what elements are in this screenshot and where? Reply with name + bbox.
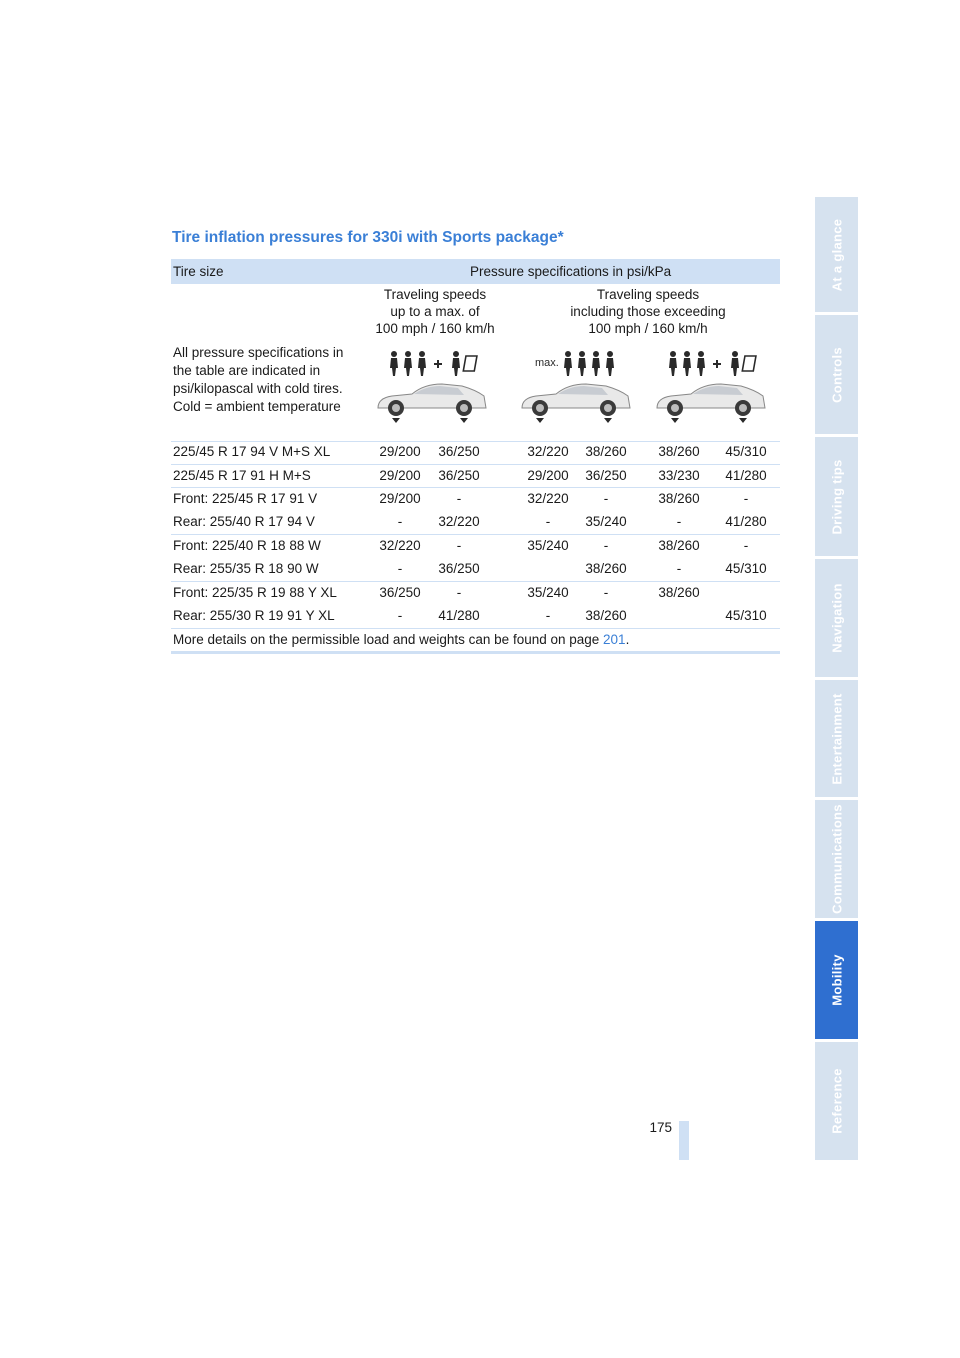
table-row: Rear: 255/40 R 17 94 V - 32/220 - 35/240 - 41/280: [173, 514, 767, 529]
car-load-full-luggage-icon: [372, 350, 492, 424]
table-bottom-rule: [171, 651, 780, 654]
table-header: [171, 259, 780, 284]
page-number: 175: [649, 1120, 672, 1135]
header-tire-size: Tire size: [173, 264, 224, 279]
page-number-bar: [679, 1121, 689, 1160]
table-row: 225/45 R 17 94 V M+S XL 29/200 36/250 32/220 38/260 38/260 45/310: [173, 444, 767, 459]
table-row: 225/45 R 17 91 H M+S 29/200 36/250 29/200 36/250 33/230 41/280: [173, 468, 767, 483]
tab-controls[interactable]: Controls: [815, 315, 858, 437]
tab-communications[interactable]: Communications: [815, 800, 858, 921]
speed-exceeding-100: Traveling speeds including those exceeding 100 mph / 160 km/h: [570, 287, 726, 336]
page-reference-link[interactable]: 201: [603, 632, 626, 647]
section-title: Tire inflation pressures for 330i with Sports package*: [172, 229, 564, 246]
tab-at-a-glance[interactable]: At a glance: [815, 197, 858, 315]
table-row: Rear: 255/30 R 19 91 Y XL - 41/280 - 38/260 45/310: [173, 608, 767, 623]
table-footnote: More details on the permissible load and weights can be found on page 201.: [173, 632, 630, 647]
table-divider: [171, 628, 780, 629]
tab-navigation[interactable]: Navigation: [815, 559, 858, 680]
pressure-note: All pressure specifications in the table are indicated in psi/kilopascal with cold tires. Cold = ambient temperature: [173, 345, 344, 414]
tab-reference[interactable]: Reference: [815, 1042, 858, 1160]
table-row: Rear: 255/35 R 18 90 W - 36/250 38/260 - 45/310: [173, 561, 767, 576]
table-row: Front: 225/45 R 17 91 V 29/200 - 32/220 - 38/260 -: [173, 491, 749, 506]
tab-driving-tips[interactable]: Driving tips: [815, 437, 858, 559]
car-load-max-persons-icon: [514, 350, 638, 424]
table-row: Front: 225/35 R 19 88 Y XL 36/250 - 35/240 - 38/260: [173, 585, 700, 600]
table-row: Front: 225/40 R 18 88 W 32/220 - 35/240 - 38/260 -: [173, 538, 749, 553]
header-pressure: Pressure specifications in psi/kPa: [470, 264, 672, 279]
speed-up-to-100: Traveling speeds up to a max. of 100 mph / 160 km/h: [375, 287, 495, 336]
chapter-tabs: [815, 197, 858, 1160]
tab-mobility[interactable]: Mobility: [815, 921, 858, 1042]
car-load-full-luggage-icon-2: [651, 350, 771, 424]
max-label: max.: [535, 357, 559, 369]
tab-entertainment[interactable]: Entertainment: [815, 680, 858, 800]
